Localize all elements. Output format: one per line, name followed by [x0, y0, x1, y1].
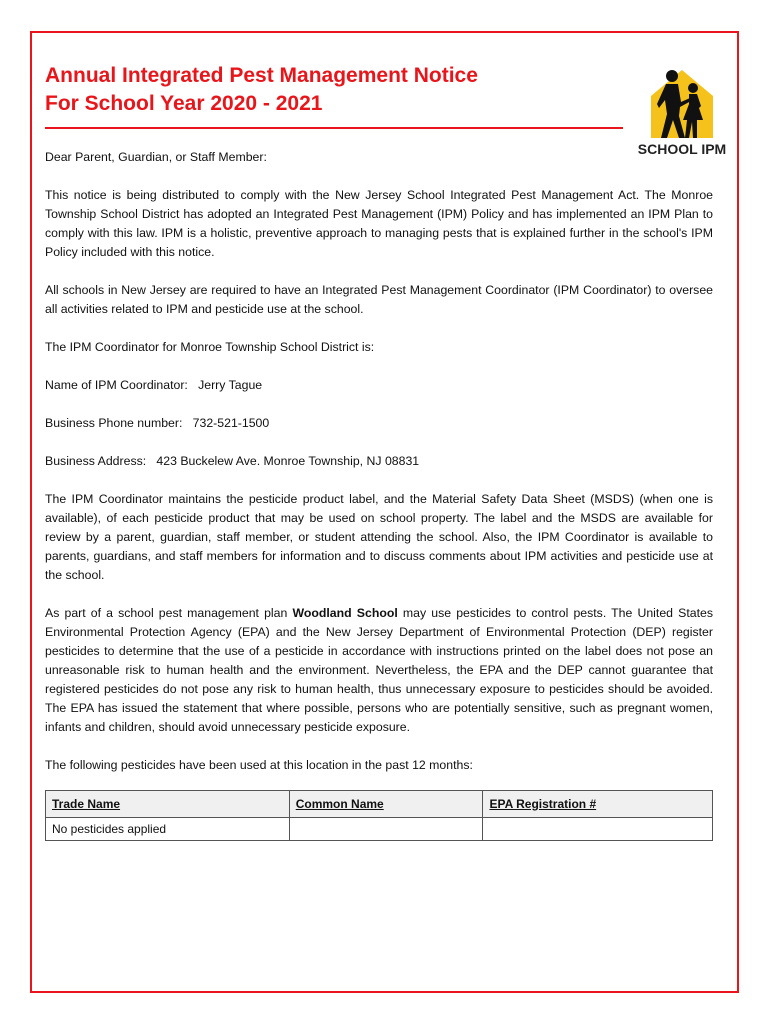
coordinator-phone: Business Phone number: 732-521-1500 — [45, 416, 270, 430]
notice-title — [45, 62, 478, 118]
paragraph-intro: This notice is being distributed to comply with the New Jersey School Integrated Pest Management Act. The Monroe Township School District has adopted an Integrated Pest Management (IPM) Policy and has implemented an IPM Plan to comply with this law. IPM is a holistic, preventive approach to managing pests that is explained further in the school's IPM Policy included with this notice. — [45, 188, 713, 259]
cell-epa-registration — [483, 818, 713, 841]
svg-text:SCHOOL IPM: SCHOOL IPM — [637, 141, 727, 157]
paragraph-msds: The IPM Coordinator maintains the pesticide product label, and the Material Safety Data Sheet (MSDS) (when one is available), of each pesticide product that may be used on school property. The label and the MSDS are available for review by a parent, guardian, staff member, or student attending the school. Also, the IPM Coordinator is available to parents, guardians, and staff members for information and to discuss comments about IPM activities and pesticide use at the school. — [45, 492, 713, 582]
paragraph-pesticide-use: As part of a school pest management plan Woodland School may use pesticides to control pests. The United States Environmental Protection Agency (EPA) and the New Jersey Department of Environmental Protection (DEP) register pesticides to determine that the use of a pesticide in accordance with instructions printed on the label does not pose an unreasonable risk to human health and the environment. Nevertheless, the EPA and the DEP cannot guarantee that registered pesticides do not pose any risk to human health, thus unnecessary exposure to pesticides should be avoided. The EPA has issued the statement that where possible, persons who are potentially sensitive, such as pregnant women, infants and children, should avoid unnecessary pesticide exposure. — [45, 606, 713, 734]
header-epa-registration: EPA Registration # — [483, 791, 713, 818]
coordinator-name: Name of IPM Coordinator: Jerry Tague — [45, 378, 263, 392]
school-crossing-icon — [637, 66, 727, 158]
paragraph-coordinator-requirement: All schools in New Jersey are required to have an Integrated Pest Management Coordinator (IPM Coordinator) to oversee all activities related to IPM and pesticide use at the school. — [45, 283, 713, 316]
title-divider — [45, 127, 623, 129]
table-header-row — [46, 791, 713, 818]
cell-common-name — [289, 818, 483, 841]
pesticide-table — [45, 790, 713, 841]
title-line-2: For School Year 2020 - 2021 — [45, 92, 323, 115]
cell-trade-name: No pesticides applied — [46, 818, 290, 841]
coordinator-address: Business Address: 423 Buckelew Ave. Monroe Township, NJ 08831 — [45, 454, 420, 468]
notice-body — [45, 148, 713, 841]
school-name: Woodland School — [292, 606, 398, 620]
title-line-1: Annual Integrated Pest Management Notice — [45, 64, 478, 87]
header-trade-name: Trade Name — [46, 791, 290, 818]
header-common-name: Common Name — [289, 791, 483, 818]
paragraph-table-intro: The following pesticides have been used at this location in the past 12 months: — [45, 758, 473, 772]
table-row — [46, 818, 713, 841]
paragraph-coordinator-intro: The IPM Coordinator for Monroe Township School District is: — [45, 340, 375, 354]
salutation: Dear Parent, Guardian, or Staff Member: — [45, 150, 267, 164]
school-ipm-logo — [637, 66, 727, 158]
